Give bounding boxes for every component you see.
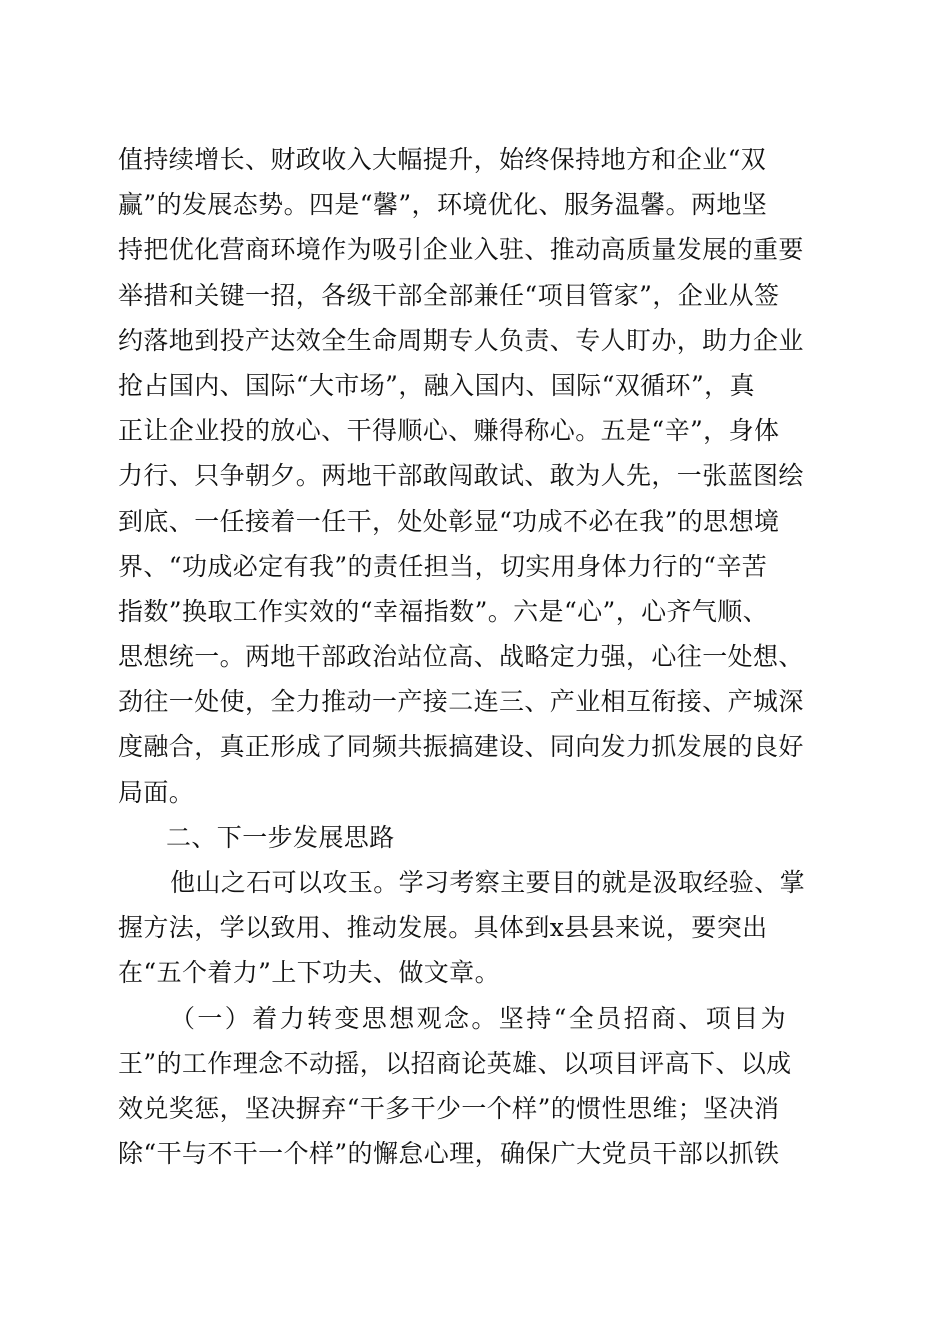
text-line: 正让企业投的放心、干得顺心、赚得称心。五是“辛”，身体 [118,416,780,446]
paragraph-2 [118,860,824,996]
text-line: 到底、一任接着一任干，处处彰显“功成不必在我”的思想境 [118,506,780,536]
text-line: 在“五个着力”上下功夫、做文章。 [118,958,500,988]
text-line: 界、“功成必定有我”的责任担当，切实用身体力行的“辛苦 [118,551,768,581]
paragraph-3 [118,996,824,1177]
text-line: 劲往一处使，全力推动一产接二连三、产业相互衔接、产城深 [118,687,804,717]
section-heading: 二、下一步发展思路 [166,822,395,852]
text-line: 值持续增长、财政收入大幅提升，始终保持地方和企业“双 [118,145,767,174]
text-line: 举措和关键一招，各级干部全部兼任“项目管家”，企业从签 [118,280,780,310]
text-line: 王”的工作理念不动摇，以招商论英雄、以项目评高下、以成 [118,1048,792,1078]
document-body [118,137,824,1176]
text-line: 他山之石可以攻玉。学习考察主要目的就是汲取经验、掌 [170,868,806,897]
text-line: 持把优化营商环境作为吸引企业入驻、推动高质量发展的重要 [118,235,804,265]
text-line: 抢占国内、国际“大市场”，融入国内、国际“双循环”，真 [118,370,755,400]
text-line: 指数”换取工作实效的“幸福指数”。六是“心”，心齐气顺、 [118,596,769,626]
text-line: 度融合，真正形成了同频共振搞建设、同向发力抓发展的良好 [118,732,804,762]
text-line: 局面。 [118,777,195,807]
text-line: 赢”的发展态势。四是“馨”，环境优化、服务温馨。两地坚 [118,190,768,220]
text-line: 约落地到投产达效全生命周期专人负责、专人盯办，助力企业 [118,325,804,355]
text-line: 除“干与不干一个样”的懈怠心理，确保广大党员干部以抓铁 [118,1139,780,1169]
text-line: （一）着力转变思想观念。坚持“全员招商、项目为 [170,1003,788,1033]
text-line: 握方法，学以致用、推动发展。具体到x县县来说，要突出 [118,913,768,943]
text-line: 效兑奖惩，坚决摒弃“干多干少一个样”的惯性思维；坚决消 [118,1093,780,1123]
text-line: 思想统一。两地干部政治站位高、战略定力强，心往一处想、 [118,642,804,672]
text-line: 力行、只争朝夕。两地干部敢闯敢试、敢为人先，一张蓝图绘 [118,461,804,491]
paragraph-1 [118,137,824,815]
